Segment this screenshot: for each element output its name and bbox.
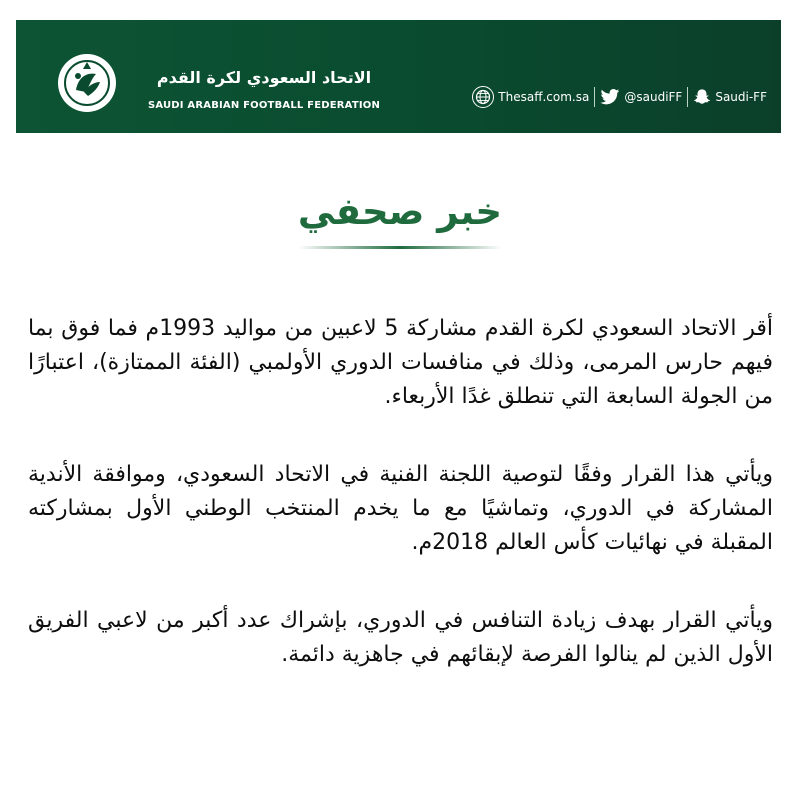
snapchat-handle: Saudi-FF <box>715 90 767 104</box>
title-underline <box>298 246 502 249</box>
paragraph: ويأتي هذا القرار وفقًا لتوصية اللجنة الفنية في الاتحاد السعودي، وموافقة الأندية المشاركة في الدوري، وتماشيًا مع ما يخدم المنتخب الوطني الأول بمشاركته المقبلة في نهائيات كأس العالم 2018م. <box>28 462 773 555</box>
paragraph: ويأتي القرار بهدف زيادة التنافس في الدوري، بإشراك عدد أكبر من لاعبي الفريق الأول الذين لم ينالوا الفرصة لإبقائهم في جاهزية دائمة. <box>28 608 773 667</box>
saff-logo-icon <box>56 52 118 114</box>
website-text: Thesaff.com.sa <box>498 90 590 104</box>
twitter-handle: @saudiFF <box>624 90 683 104</box>
snapchat-icon <box>693 88 711 106</box>
twitter-icon <box>600 88 620 106</box>
press-release-body <box>28 312 773 716</box>
twitter-contact[interactable] <box>600 88 682 106</box>
divider <box>594 87 595 107</box>
paragraph: أقر الاتحاد السعودي لكرة القدم مشاركة 5 لاعبين من مواليد 1993م فما فوق بما فيهم حارس المرمى، وذلك في منافسات الدوري الأولمبي (الفئة الممتازة)، اعتبارًا من الجولة السابعة التي تنطلق غدًا الأربعاء. <box>28 316 773 409</box>
page-title: خبر صحفي <box>297 190 503 233</box>
org-name-english: SAUDI ARABIAN FOOTBALL FEDERATION <box>147 100 381 111</box>
website-contact[interactable] <box>472 86 589 108</box>
snapchat-contact[interactable] <box>693 88 767 106</box>
header-banner <box>16 20 781 133</box>
divider <box>687 87 688 107</box>
contact-bar <box>472 83 767 111</box>
org-name-arabic: الاتحاد السعودي لكرة القدم <box>156 68 372 87</box>
globe-icon <box>472 86 494 108</box>
